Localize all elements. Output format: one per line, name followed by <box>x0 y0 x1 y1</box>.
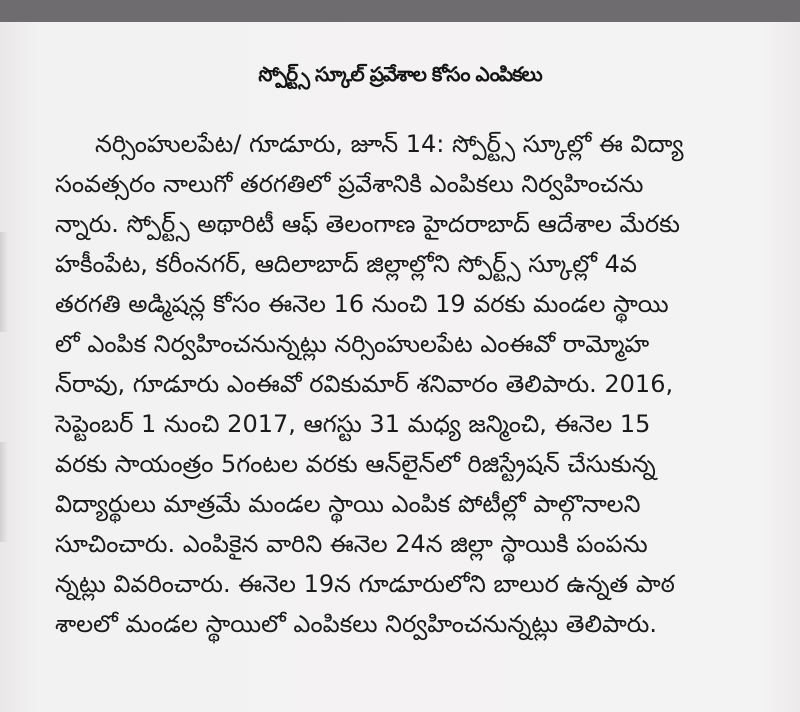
article-line: విద్యార్థులు మాత్రమే మండల స్థాయి ఎంపిక పోటీల్లో పాల్గొనాలని <box>55 490 641 518</box>
article-line: వరకు సాయంత్రం 5గంటల వరకు ఆన్‌లైన్‌లో రిజిస్ట్రేషన్ చేసుకున్న <box>55 450 656 478</box>
page-edge-shadow <box>0 442 8 542</box>
article-line: లో ఎంపిక నిర్వహించనున్నట్లు నర్సింహులపేట ఎంఈవో రామ్మోహ <box>55 330 650 358</box>
article-line: సూచించారు. ఎంపికైన వారిని ఈనెల 24న జిల్లా స్థాయికి పంపను <box>55 530 648 558</box>
article-line: తరగతి అడ్మిషన్ల కోసం ఈనెల 16 నుంచి 19 వరకు మండల స్థాయి <box>55 290 669 318</box>
article-line: న్నారు. స్పోర్ట్స్ అథారిటీ ఆఫ్ తెలంగాణ హైదరాబాద్ ఆదేశాల మేరకు <box>55 210 680 238</box>
article-headline: స్పోర్ట్స్ స్కూల్ ప్రవేశాల కోసం ఎంపికలు <box>258 62 542 86</box>
article-line: నర్సింహులపేట/ గూడూరు, జూన్ 14: స్పోర్ట్స్ స్కూల్లో ఈ విద్యా <box>95 130 684 158</box>
page-edge-shadow <box>0 232 8 332</box>
article-line: సంవత్సరం నాలుగో తరగతిలో ప్రవేశానికి ఎంపికలు నిర్వహించను <box>55 170 644 198</box>
article-line: న్‌రావు, గూడూరు ఎంఈవో రవికుమార్ శనివారం తెలిపారు. 2016, <box>55 370 674 398</box>
article-line: హకీంపేట, కరీంనగర్, ఆదిలాబాద్ జిల్లాల్లోని స్పోర్ట్స్ స్కూల్లో 4వ <box>55 250 637 278</box>
top-border-strip <box>0 0 800 22</box>
article-line: సెప్టెంబర్ 1 నుంచి 2017, ఆగస్టు 31 మధ్య జన్మించి, ఈనెల 15 <box>55 410 651 438</box>
article-line: శాలలో మండల స్థాయిలో ఎంపికలు నిర్వహించనున్నట్లు తెలిపారు. <box>55 610 657 638</box>
article-line: న్నట్లు వివరించారు. ఈనెల 19న గూడూరులోని బాలుర ఉన్నత పాఠ <box>55 570 675 598</box>
